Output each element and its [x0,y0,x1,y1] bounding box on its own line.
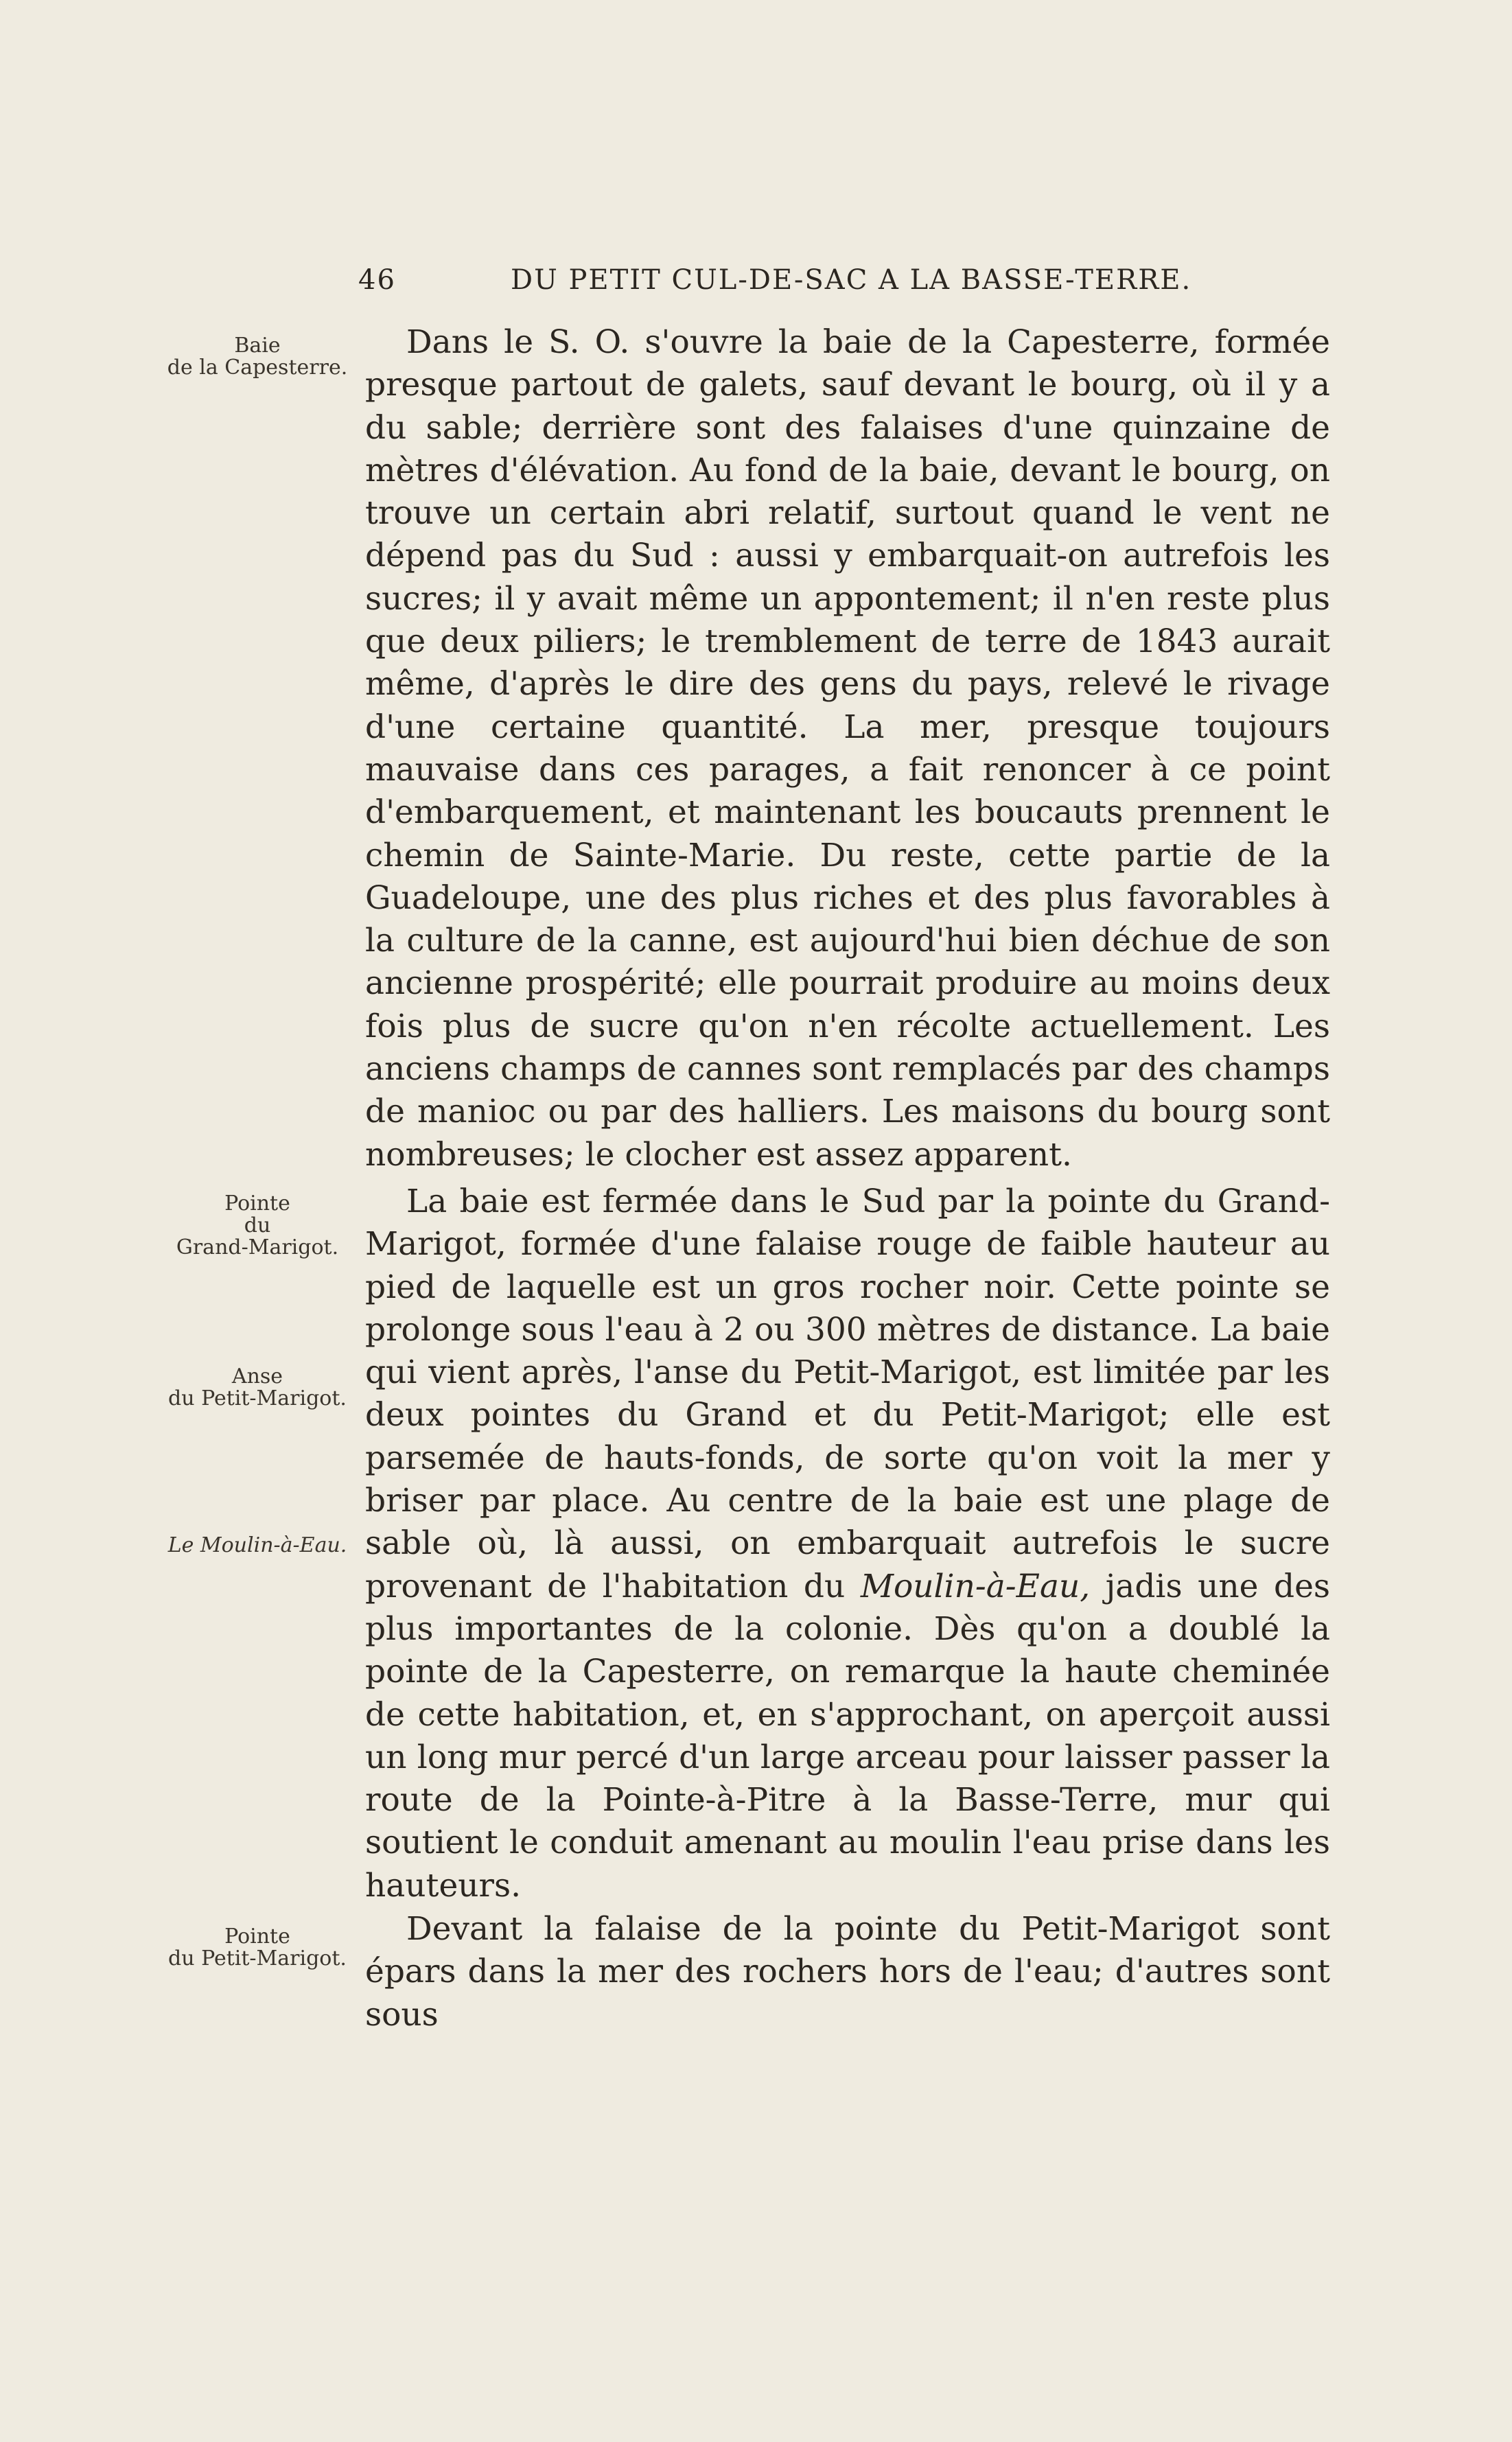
margin-note-line: Anse [231,1364,283,1388]
paragraph-baie-capesterre [365,321,1330,1176]
margin-note-anse-petit-marigot [158,1366,357,1410]
paragraph-grand-marigot [365,1181,1330,1907]
margin-note-line: Baie [234,334,281,358]
page-number: 46 [358,264,396,296]
margin-note-pointe-petit-marigot [158,1926,357,1970]
margin-note-line: Pointe [224,1924,290,1949]
margin-note-moulin-a-eau [158,1535,357,1557]
page-header [358,264,1192,305]
margin-note-baie [158,335,357,379]
paragraph-text [365,1181,1330,1907]
margin-note-line: Grand-Marigot. [176,1235,339,1259]
margin-note-line: du [244,1213,271,1237]
paragraph-text: Dans le S. O. s'ouvre la baie de la Capesterre, formée presque partout de galets, sauf devant le bourg, où il y a du sable; derrière sont des falaises d'une quinzaine de mètres d'élévation. Au fond de la baie, devant le bourg, on trouve un certain abri relatif, surtout quand le vent ne dépend pas du Sud : aussi y embarquait-on autrefois les sucres; il y avait même un appontement; il n'en reste plus que deux piliers; le tremblement de terre de 1843 aurait même, d'après le dire des gens du pays, relevé le rivage d'une certaine quantité. La mer, presque toujours mauvaise dans ces parages, a fait renoncer à ce point d'embarquement, et maintenant les boucauts prennent le chemin de Sainte-Marie. Du reste, cette partie de la Guadeloupe, une des plus riches et des plus favorables à la culture de la canne, est aujourd'hui bien déchue de son ancienne prospérité; elle pourrait produire au moins deux fois plus de sucre qu'on n'en récolte actuellement. Les anciens champs de cannes sont remplacés par des champs de manioc ou par des halliers. Les maisons du bourg sont nombreuses; le clocher est assez apparent. [365,323,1330,1174]
italic-place-name: Moulin-à-Eau, [860,1567,1091,1605]
paragraph-text-part: jadis une des plus importantes de la colonie. Dès qu'on a doublé la pointe de la Capesterre, on remarque la haute cheminée de cette habitation, et, en s'approchant, on aperçoit aussi un long mur percé d'un large arceau pour laisser passer la route de la Pointe-à-Pitre à la Basse-Terre, mur qui soutient le conduit amenant au moulin l'eau prise dans les hauteurs. [365,1567,1331,1905]
margin-note-line: Pointe [224,1191,290,1216]
paragraph-petit-marigot [365,1908,1330,2036]
paragraph-text: Devant la falaise de la pointe du Petit-Marigot sont épars dans la mer des rochers hors de l'eau; d'autres sont sous [365,1910,1330,2034]
margin-note-line: de la Capesterre. [167,356,348,380]
margin-note-line: du Petit-Marigot. [168,1946,347,1970]
paragraph-text-part: La baie est fermée dans le Sud par la pointe du Grand-Marigot, formée d'une falaise rouge de faible hauteur au pied de laquelle est un gros rocher noir. Cette pointe se prolonge sous l'eau à 2 ou 300 mètres de distance. La baie qui vient après, l'anse du Petit-Marigot, est limitée par les deux pointes du Grand et du Petit-Marigot; elle est parsemée de hauts-fonds, de sorte qu'on voit la mer y briser par place. Au centre de la baie est une plage de sable où, là aussi, on embarquait autrefois le sucre provenant de l'habitation du [365,1183,1330,1605]
margin-note-pointe-grand-marigot [158,1193,357,1259]
margin-note-line: du Petit-Marigot. [168,1386,347,1410]
margin-note-line: Le Moulin-à-Eau. [167,1533,347,1557]
running-title: DU PETIT CUL-DE-SAC A LA BASSE-TERRE. [511,264,1192,296]
